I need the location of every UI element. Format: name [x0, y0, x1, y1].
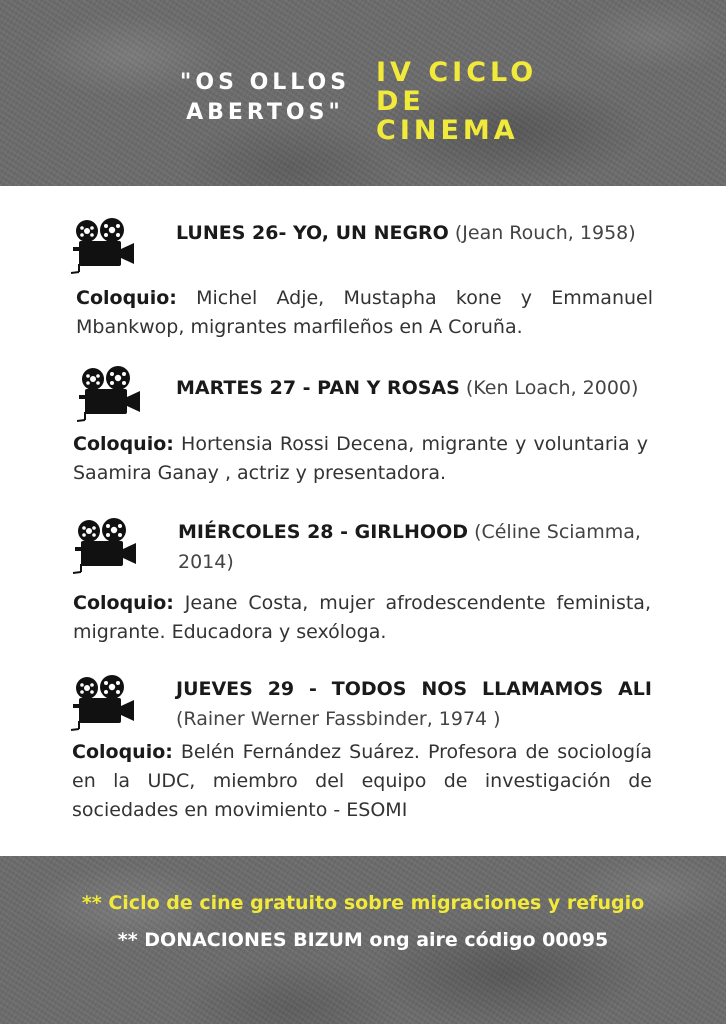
coloquio-label: Coloquio: [73, 433, 174, 455]
cycle-title [376, 58, 537, 145]
event-coloquio [72, 738, 652, 825]
event-heading [176, 674, 652, 734]
event-film-meta: (Céline Sciamma, 2014) [178, 521, 641, 573]
event-heading [178, 517, 654, 577]
subtitle-line-2: ABERTOS" [186, 100, 344, 125]
header-banner [0, 0, 726, 186]
coloquio-label: Coloquio: [76, 287, 177, 309]
coloquio-text: Hortensia Rossi Decena, migrante y voluntaria y Saamira Ganay , actriz y presentadora. [73, 433, 648, 484]
title-line-1: IV CICLO [376, 57, 538, 88]
title-line-2: DE [376, 86, 425, 117]
event-coloquio [73, 430, 648, 488]
event-film-meta: (Rainer Werner Fassbinder, 1974 ) [176, 708, 501, 730]
event-heading [176, 218, 656, 248]
film-camera-icon [70, 675, 136, 733]
film-camera-icon [70, 218, 136, 276]
coloquio-text: Michel Adje, Mustapha kone y Emmanuel Mbankwop, migrantes marfileños en A Coruña. [76, 287, 653, 338]
event-title: LUNES 26- YO, UN NEGRO [176, 222, 449, 244]
event-film-meta: (Jean Rouch, 1958) [454, 222, 636, 244]
film-camera-icon [76, 366, 142, 424]
event-title: JUEVES 29 - TODOS NOS LLAMAMOS ALI [176, 678, 652, 700]
film-camera-icon [72, 518, 138, 576]
coloquio-text: Belén Fernández Suárez. Profesora de sociología en la UDC, miembro del equipo de investigación de sociedades en movimiento - ESOMI [72, 741, 652, 821]
event-coloquio [73, 589, 651, 647]
coloquio-label: Coloquio: [72, 741, 173, 763]
coloquio-label: Coloquio: [73, 592, 174, 614]
free-cycle-note: ** Ciclo de cine gratuito sobre migraciones y refugio [81, 892, 645, 914]
cycle-subtitle [172, 68, 358, 128]
donations-note: ** DONACIONES BIZUM ong aire código 00095 [117, 929, 609, 951]
event-title: MARTES 27 - PAN Y ROSAS [176, 377, 460, 399]
event-coloquio [76, 284, 653, 342]
title-line-3: CINEMA [376, 115, 519, 146]
event-title: MIÉRCOLES 28 - GIRLHOOD [178, 521, 469, 543]
coloquio-text: Jeane Costa, mujer afrodescendente feminista, migrante. Educadora y sexóloga. [73, 592, 651, 643]
event-heading [176, 373, 656, 403]
event-film-meta: (Ken Loach, 2000) [465, 377, 639, 399]
subtitle-line-1: "OS OLLOS [179, 70, 351, 95]
